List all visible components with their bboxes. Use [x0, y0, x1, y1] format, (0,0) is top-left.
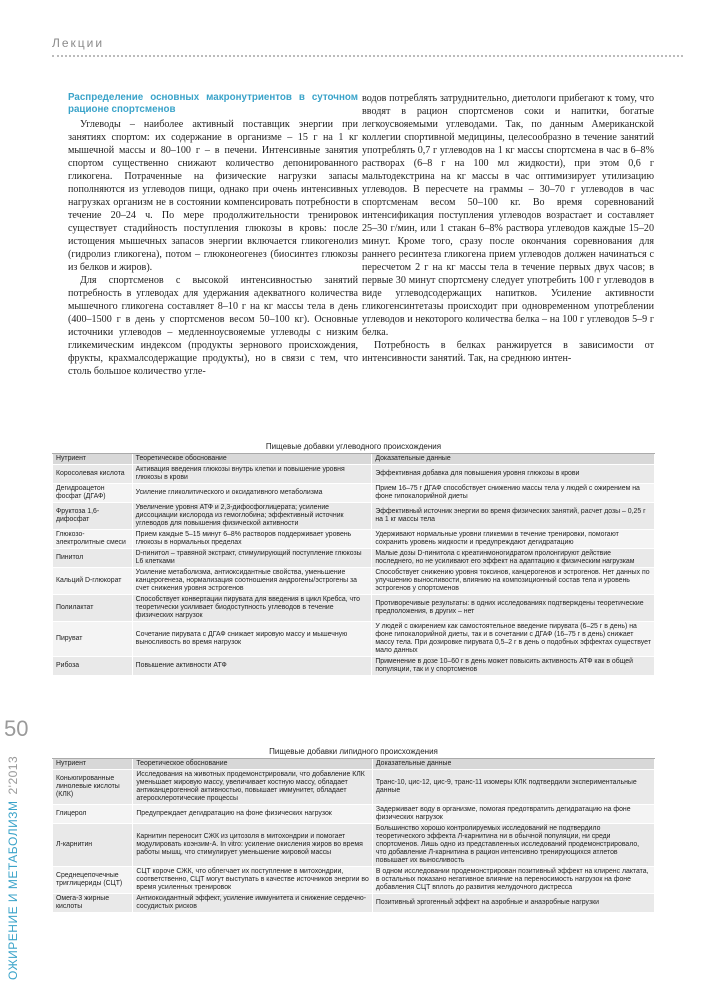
paragraph: Для спортсменов с высокой интенсивностью занятий потребность в углеводах для удержания адекватного количества мышечного гликогена составляет 8–10 г на кг массы тела в день (400–1500 г в день у спортсменов весом 50–100 кг). Основные источники углеводов – медленноусвояемые углеводы с низким гликемическим индексом (продукты зернового происхождения, фрукты, крахмалсодержащие продукты), но в связи с тем, что столь большое количество угле-	[68, 275, 358, 377]
column-header: Теоретическое обоснование	[132, 454, 372, 465]
evidence-cell: Применение в дозе 10–60 г в день может повысить активность АТФ как в общей популяции, так и у спортсменов	[372, 657, 655, 676]
table-row	[53, 503, 655, 530]
article-left-column	[68, 92, 358, 378]
evidence-cell: Способствует снижению уровня токсинов, канцерогенов и эстрогенов. Нет данных по улучшению выносливости, влиянию на композиционный состав тела и уровень эстрогенов у спортсменов	[372, 568, 655, 595]
rationale-cell: Усиление гликолитического и оксидативного метаболизма	[132, 484, 372, 503]
table-title: Пищевые добавки углеводного происхождения	[53, 441, 655, 454]
rationale-cell: Исследования на животных продемонстрировали, что добавление КЛК уменьшает жировую массу, увеличивает костную массу, обладает антиканцерогенной активностью, повышает иммунитет, обладает атеросклеротические процессы	[133, 770, 373, 805]
table-row	[53, 568, 655, 595]
page-number: 50	[4, 716, 29, 741]
rationale-cell: Усиление метаболизма, антиоксидантные свойства, уменьшение канцерогенеза, нормализация соотношения андрогены/эстрогены за счет снижения уровня эстрогенов	[132, 568, 372, 595]
header-divider	[52, 55, 683, 57]
table-row	[53, 824, 655, 867]
nutrient-cell: Глюкозо-электролитные смеси	[53, 530, 133, 549]
rationale-cell: Антиоксидантный эффект, усиление иммунитета и снижение сердечно-сосудистых рисков	[133, 894, 373, 913]
lipid-supplements-table	[52, 745, 655, 913]
nutrient-cell: Дегидроацетон фосфат (ДГАФ)	[53, 484, 133, 503]
paragraph: Потребность в белках ранжируется в зависимости от интенсивности занятий. Так, на среднюю интен-	[362, 340, 654, 364]
table-row	[53, 770, 655, 805]
rationale-cell: Способствует конвертации пирувата для введения в цикл Кребса, что теоретически усиливает биодоступность углеводов в течение физических нагрузок	[132, 595, 372, 622]
journal-name	[6, 756, 20, 980]
table-row	[53, 657, 655, 676]
table-row	[53, 805, 655, 824]
evidence-cell: Прием 16–75 г ДГАФ способствует снижению массы тела у людей с ожирением на фоне гипокалорийной диеты	[372, 484, 655, 503]
paragraph: Углеводы – наиболее активный поставщик энергии при занятиях спортом: их содержание в организме – 15 г на 1 кг мышечной массы и 80–100 г – в печени. Интенсивные занятия спортом существенно снижают количество депонированного гликогена. Потраченные на физические нагрузки запасы пополняются из углеводов пищи, однако при очень интенсивных нагрузках организм не в состоянии компенсировать потребности в течение 20–24 ч. По мере продолжительности тренировок существует стадийность поступления глюкозы в кровь: после истощения мышечных запасов энергии включается гликогенолиз (гидролиз гликогена), потом – глюконеогенез (биосинтез глюкозы из белков и жиров).	[68, 119, 358, 273]
journal-issue: 2'2013	[6, 755, 20, 795]
table-row	[53, 465, 655, 484]
rationale-cell: Увеличение уровня АТФ и 2,3-дифосфоглицерата; усиление диссоциации кислорода из гемоглобина; эффективный источник углеводов для повышения физической активности	[132, 503, 372, 530]
nutrient-cell: Кальций D-глюкорат	[53, 568, 133, 595]
section-title: Распределение основных макронутриентов в суточном рационе спортсменов	[68, 92, 358, 115]
column-header: Теоретическое обоснование	[133, 759, 373, 770]
column-header: Нутриент	[53, 759, 133, 770]
evidence-cell: В одном исследовании продемонстрирован позитивный эффект на клиренс лактата, в остальных показано негативное влияние на переносимость нагрузок на фоне добавления СЦТ вплоть до развития желудочного дистресса	[372, 867, 654, 894]
rationale-cell: Прием каждые 5–15 минут 6–8% растворов поддерживает уровень глюкозы в нормальных пределах	[132, 530, 372, 549]
table-row	[53, 622, 655, 657]
table-row	[53, 549, 655, 568]
table-row	[53, 867, 655, 894]
column-header: Нутриент	[53, 454, 133, 465]
nutrient-cell: Пинитол	[53, 549, 133, 568]
evidence-cell: Транс-10, цис-12, цис-9, транс-11 изомеры КЛК подтвердили экспериментальные данные	[372, 770, 654, 805]
evidence-cell: Противоречивые результаты: в одних исследованиях подтверждены теоретические предположения, в других – нет	[372, 595, 655, 622]
table-row	[53, 530, 655, 549]
nutrient-cell: Глицерол	[53, 805, 133, 824]
carbohydrate-supplements-table	[52, 440, 655, 676]
rationale-cell: Карнитин переносит СЖК из цитозоля в митохондрии и помогает модулировать коэнзим-А. In vitro: усиление окисления жиров во время работы мышц, что стимулирует уменьшение жировой массы	[133, 824, 373, 867]
evidence-cell: Эффективная добавка для повышения уровня глюкозы в крови	[372, 465, 655, 484]
rationale-cell: СЦТ короче СЖК, что облегчает их поступление в митохондрии, соответственно, СЦТ могут выступать в качестве источников энергии во время усиленных тренировок	[133, 867, 373, 894]
section-header: Лекции	[52, 36, 105, 50]
nutrient-cell: Среднецепочечные триглицериды (СЦТ)	[53, 867, 133, 894]
evidence-cell: У людей с ожирением как самостоятельное введение пирувата (6–25 г в день) на фоне гипокалорийной диеты, так и в сочетании с ДГАФ (16–75 г в день) снижает массу тела. При дозировке пирувата 0,5–2 г в день о подобных эффектах существует мало данных	[372, 622, 655, 657]
nutrient-cell: Омега-3 жирные кислоты	[53, 894, 133, 913]
rationale-cell: Повышение активности АТФ	[132, 657, 372, 676]
table-row	[53, 894, 655, 913]
nutrient-cell: Полилактат	[53, 595, 133, 622]
article-right-column	[362, 92, 654, 365]
evidence-cell: Позитивный эргогенный эффект на аэробные и анаэробные нагрузки	[372, 894, 654, 913]
paragraph: водов потреблять затруднительно, диетологи прибегают к тому, что вводят в рацион спортсменов соки и напитки, богатые легкоусвояемыми углеводами. Так, по данным Американской коллегии спортивной медицины, целесообразно в течение занятий употреблять 0,7 г углеводов на 1 кг массы спортсмена в час в 6–8% растворах (6–8 г на 100 мл жидкости), при этом 0,6 г мальтодекстрина на кг массы в час оптимизирует утилизацию углеводов. В пересчете на граммы – 30–70 г углеводов в час спортсменам весом 50–100 кг. Во время соревнований интенсификация поступления углеводов возрастает и составляет 25–30 г/мин, или 1 стакан 6–8% раствора углеводов каждые 15–20 минут. Кроме того, сразу после окончания соревнования для раннего ресинтеза гликогена прием углеводов должен начинаться с пересчетом 2 г на кг массы тела в течение первых двух часов; в первые 30 минут спортсмену следует употребить 100 г углеводов в виде углеводсодержащих напитков. Усиление активности гликогенсинтетазы происходит при одновременном употреблении углеводов и некоторого количества белка – на 100 г углеводов 5–9 г белка.	[362, 93, 654, 338]
table-title: Пищевые добавки липидного происхождения	[53, 746, 655, 759]
evidence-cell: Удерживают нормальные уровни гликемии в течение тренировки, помогают сохранить уровень жидкости и предупреждают дегидратацию	[372, 530, 655, 549]
rationale-cell: Сочетание пирувата с ДГАФ снижает жировую массу и мышечную выносливость во время нагрузок	[132, 622, 372, 657]
evidence-cell: Эффективный источник энергии во время физических занятий, расчет дозы – 0,25 г на 1 кг массы тела	[372, 503, 655, 530]
nutrient-cell: Фруктоза 1,6-дифосфат	[53, 503, 133, 530]
column-header: Доказательные данные	[372, 454, 655, 465]
evidence-cell: Малые дозы D-пинитола с креатинмоногидратом пролонгируют действие последнего, но не усиливают его эффект на адаптацию к физическим нагрузкам	[372, 549, 655, 568]
nutrient-cell: Рибоза	[53, 657, 133, 676]
evidence-cell: Задерживает воду в организме, помогая предотвратить дегидратацию на фоне физических нагрузок	[372, 805, 654, 824]
nutrient-cell: Коросолевая кислота	[53, 465, 133, 484]
table-row	[53, 484, 655, 503]
column-header: Доказательные данные	[372, 759, 654, 770]
nutrient-cell: Коньюгированные линолевые кислоты (КЛК)	[53, 770, 133, 805]
evidence-cell: Большинство хорошо контролируемых исследований не подтвердило теоретического эффекта Л-карнитина ни в обычной популяции, ни среди спортсменов. Лишь одно из представленных исследований продемонстрировало, что добавление Л-карнитина в рацион интенсивно тренирующихся атлетов повышает их выносливость	[372, 824, 654, 867]
rationale-cell: Предупреждает дегидратацию на фоне физических нагрузок	[133, 805, 373, 824]
table-row	[53, 595, 655, 622]
nutrient-cell: Пируват	[53, 622, 133, 657]
nutrient-cell: Л-карнитин	[53, 824, 133, 867]
journal-title: ОЖИРЕНИЕ И МЕТАБОЛИЗМ	[6, 800, 20, 980]
rationale-cell: D-пинитол – травяной экстракт, стимулирующий поступление глюкозы L6 клетками	[132, 549, 372, 568]
rationale-cell: Активация введения глюкозы внутрь клетки и повышение уровня глюкозы в крови	[132, 465, 372, 484]
